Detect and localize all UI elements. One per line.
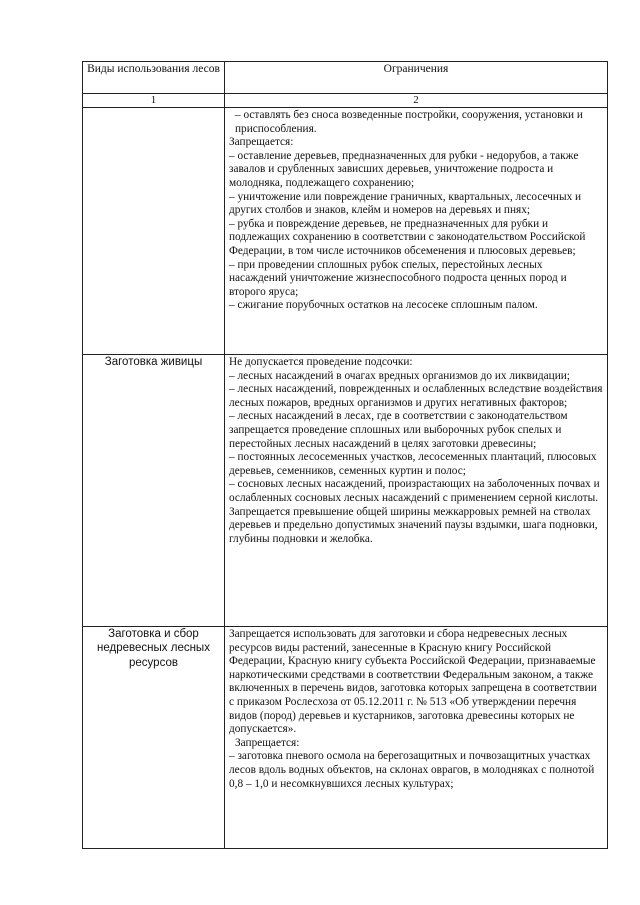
- restrictions-table: [82, 61, 608, 849]
- restriction-line: Запрещается:: [229, 136, 294, 149]
- restriction-line: Запрещается использовать для заготовки и сбора недревесных лесных ресурсов виды растений, занесенные в Красную книгу Российской Федерации, Красную книгу субъекта Российской Федерации, признаваемые наркотическими средствами в соответствии Федеральным законом, а также включенных в перечень видов, заготовка которых запрещена в соответствии с приказом Рослесхоза от 05.12.2011 г. № 513 «Об утверждении перечня видов (пород) деревьев и кустарников, заготовка древесины которых не допускается».: [229, 628, 597, 736]
- table-row: [83, 108, 608, 355]
- header-col-forest-use: [83, 62, 225, 94]
- restriction-line: – рубка и повреждение деревьев, не предназначенных для рубки и подлежащих сохранению в соответствии с законодательством Российской Федерации, в том числе источников обсеменения и плюсовых деревьев;: [229, 217, 586, 257]
- table-row: [83, 627, 608, 849]
- restriction-line: – оставление деревьев, предназначенных для рубки - недорубов, а также завалов и срубленных зависших деревьев, уничтожение подроста и молодняка, подлежащего сохранению;: [229, 149, 579, 189]
- restriction-line: – лесных насаждений в очагах вредных организмов до их ликвидации;: [229, 369, 570, 382]
- restriction-line: – сжигание порубочных остатков на лесосеке сплошным палом.: [229, 299, 538, 312]
- table-header-row: [83, 62, 608, 94]
- header-col2-text: Ограничения: [383, 63, 449, 75]
- restriction-line: – лесных насаждений в лесах, где в соответствии с законодательством запрещается проведение сплошных или выборочных рубок спелых и перестойных лесных насаждений в целях заготовки древесины;: [229, 410, 568, 450]
- row-restrictions-cell: [225, 627, 608, 849]
- table-row: [83, 355, 608, 627]
- row-type-text: Заготовка живицы: [104, 356, 203, 368]
- row-type-text: Заготовка и сбор недревесных лесных ресурсов: [97, 628, 210, 669]
- restriction-line: – заготовка пневого осмола на берегозащитных и почвозащитных участках лесов вдоль водных объектов, на склонах оврагов, в молодняках с полнотой 0,8 – 1,0 и несомкнувшихся лесных культурах;: [229, 750, 595, 790]
- restriction-line: – оставлять без сноса возведенные постройки, сооружения, установки и приспособления.: [235, 109, 583, 135]
- column-number-2: 2: [225, 94, 608, 108]
- restriction-line: Запрещается:: [235, 736, 300, 749]
- row-type-cell: [83, 108, 225, 355]
- row-restrictions-cell: [225, 108, 608, 355]
- restriction-line: – постоянных лесосеменных участков, лесосеменных плантаций, плюсовых деревьев, семенников, семенных куртин и полос;: [229, 451, 597, 477]
- restriction-line: – при проведении сплошных рубок спелых, перестойных лесных насаждений уничтожение жизнеспособного подроста ценных пород и второго яруса;: [229, 258, 567, 298]
- header-col1-text: Виды использования лесов: [87, 63, 220, 75]
- restriction-line: – уничтожение или повреждение граничных, квартальных, лесосечных и других столбов и знаков, клейм и номеров на деревьях и пнях;: [229, 190, 582, 217]
- row-type-cell: [83, 355, 225, 627]
- column-number-row: [83, 94, 608, 108]
- column-number-1: 1: [83, 94, 225, 108]
- restriction-line: Не допускается проведение подсочки:: [229, 356, 413, 368]
- restriction-line: – лесных насаждений, поврежденных и ослабленных вследствие воздействия лесных пожаров, вредных организмов и других негативных факторов;: [229, 383, 603, 409]
- row-restrictions-cell: [225, 355, 608, 627]
- row-type-cell: [83, 627, 225, 849]
- header-col-restrictions: [225, 62, 608, 94]
- restriction-line: – сосновых лесных насаждений, произрастающих на заболоченных почвах и ослабленных сосновых лесных насаждений с применением серной кислоты. Запрещается превышение общей ширины межкарровых ремней на стволах деревьев и предельно допустимых значений паузы вздымки, шага подновки, глубины подновки и желобка.: [229, 478, 600, 545]
